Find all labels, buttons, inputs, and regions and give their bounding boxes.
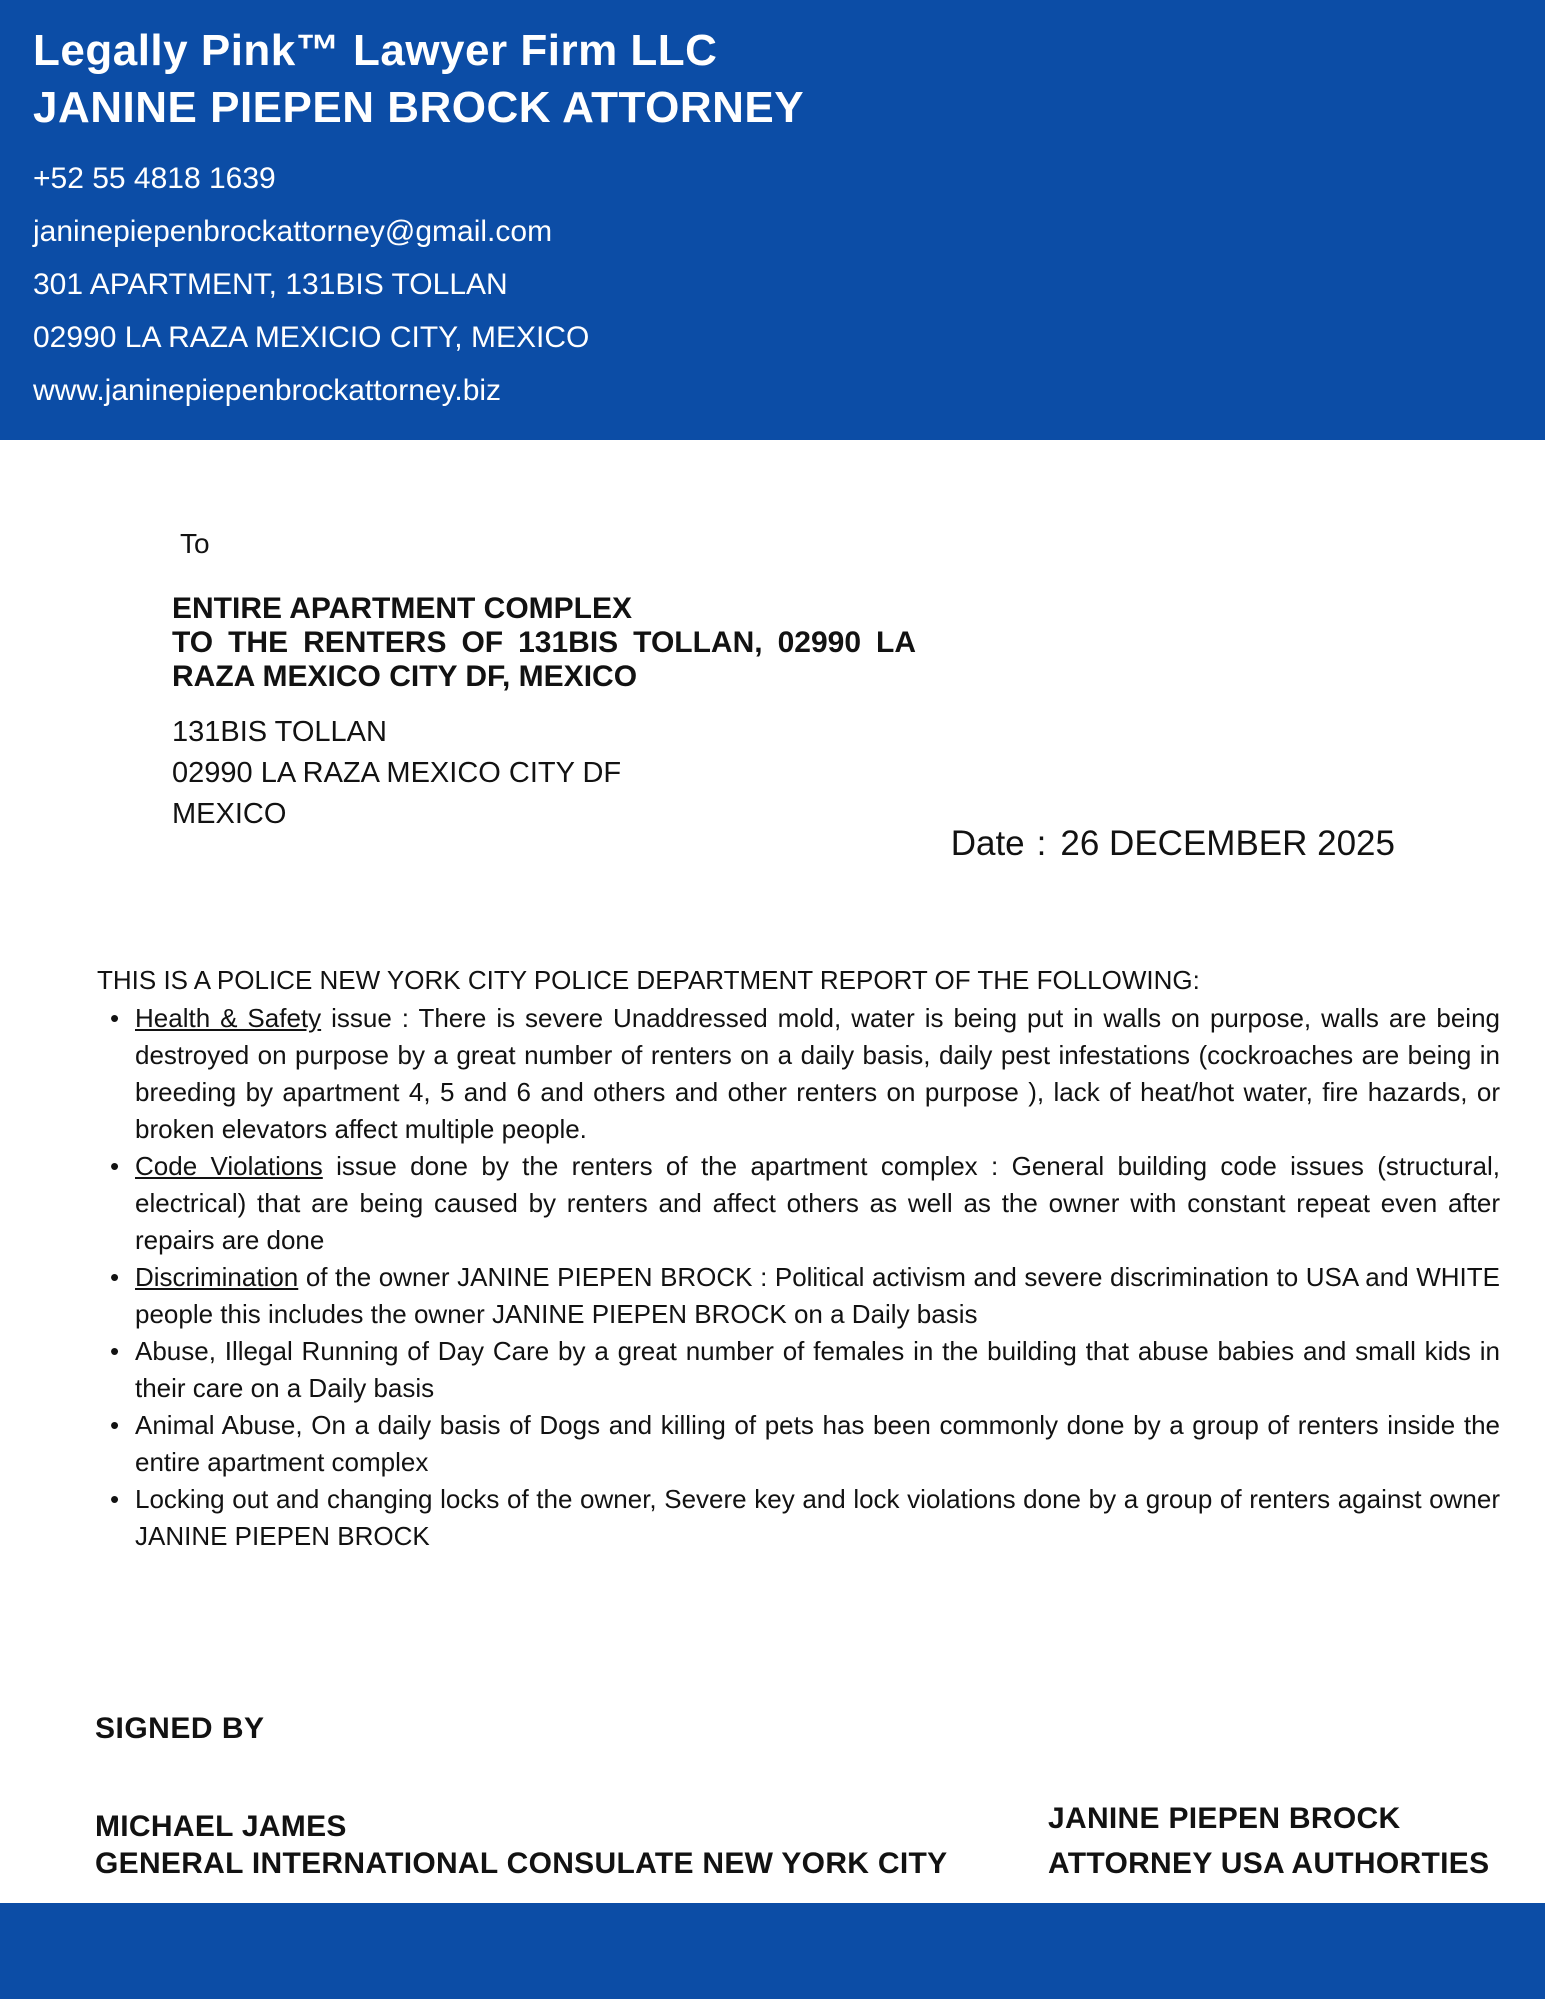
date-value: 26 DECEMBER 2025 <box>1060 824 1395 863</box>
date-line <box>951 824 1395 864</box>
signature-right-title: ATTORNEY USA AUTHORTIES <box>1048 1847 1490 1880</box>
recipient-name-line2: TO THE RENTERS OF 131BIS TOLLAN, 02990 LA <box>172 626 916 659</box>
date-separator: : <box>1036 824 1047 863</box>
signature-right <box>1048 1796 1489 1886</box>
signature-left <box>95 1808 947 1882</box>
date-label: Date <box>950 824 1025 863</box>
item-text: Abuse, Illegal Running of Day Care by a great number of females in the building that abuse babies and small kids in their care on a Daily basis <box>135 1336 1500 1403</box>
recipient-name-line1: ENTIRE APARTMENT COMPLEX <box>172 592 633 625</box>
letterhead <box>0 0 1545 440</box>
report-item <box>97 1333 1500 1407</box>
report-item <box>97 1259 1500 1333</box>
report-item <box>97 1000 1500 1148</box>
report-item <box>97 1407 1500 1481</box>
item-lead: Code Violations <box>135 1151 323 1181</box>
letterhead-address-line2: 02990 LA RAZA MEXICIO CITY, MEXICO <box>33 321 590 354</box>
signature-right-name: JANINE PIEPEN BROCK <box>1048 1802 1401 1835</box>
item-text: Animal Abuse, On a daily basis of Dogs and killing of pets has been commonly done by a group of renters inside the entire apartment complex <box>135 1410 1500 1477</box>
signature-left-name: MICHAEL JAMES <box>95 1810 347 1843</box>
signature-left-title: GENERAL INTERNATIONAL CONSULATE NEW YORK CITY <box>95 1847 948 1880</box>
attorney-name: JANINE PIEPEN BROCK ATTORNEY <box>33 83 805 132</box>
to-label: To <box>180 528 210 559</box>
recipient-name-block <box>172 592 916 694</box>
report-list <box>97 1000 1500 1555</box>
recipient-address-line1: 131BIS TOLLAN <box>172 716 387 748</box>
recipient-name-line3: RAZA MEXICO CITY DF, MEXICO <box>172 660 638 693</box>
report-item <box>97 1148 1500 1259</box>
item-text: issue : There is severe Unaddressed mold, water is being put in walls on purpose, walls are being destroyed on purpose by a great number of renters on a daily basis, daily pest infestations (cockroaches are being in breeding by apartment 4, 5 and 6 and others and other renters on purpose ), lack of heat/hot water, fire hazards, or broken elevators affect multiple people. <box>135 1003 1500 1144</box>
item-lead: Discrimination <box>135 1262 299 1292</box>
recipient-address-block <box>172 712 621 835</box>
report-item <box>97 1481 1500 1555</box>
firm-name: Legally Pink™ Lawyer Firm LLC <box>33 26 718 75</box>
item-text: Locking out and changing locks of the owner, Severe key and lock violations done by a group of renters against owner JANINE PIEPEN BROCK <box>135 1484 1500 1551</box>
letterhead-contact-block <box>33 152 1505 417</box>
report-intro: THIS IS A POLICE NEW YORK CITY POLICE DEPARTMENT REPORT OF THE FOLLOWING: <box>97 965 1200 995</box>
letterhead-email: janinepiepenbrockattorney@gmail.com <box>33 215 553 248</box>
item-lead: Health & Safety <box>135 1003 322 1033</box>
signed-by-heading: SIGNED BY <box>95 1712 265 1745</box>
item-text: issue done by the renters of the apartment complex : General building code issues (structural, electrical) that are being caused by renters and affect others as well as the owner with constant repeat even after repairs are done <box>135 1151 1500 1255</box>
item-text: of the owner JANINE PIEPEN BROCK : Political activism and severe discrimination to USA and WHITE people this includes the owner JANINE PIEPEN BROCK on a Daily basis <box>135 1262 1500 1329</box>
footer-bar <box>0 1903 1545 1999</box>
letterhead-address-line1: 301 APARTMENT, 131BIS TOLLAN <box>33 268 508 301</box>
recipient-address-line3: MEXICO <box>172 798 287 830</box>
recipient-address-line2: 02990 LA RAZA MEXICO CITY DF <box>172 757 622 789</box>
letterhead-phone: +52 55 4818 1639 <box>33 162 276 195</box>
letterhead-website: www.janinepiepenbrockattorney.biz <box>33 374 502 407</box>
